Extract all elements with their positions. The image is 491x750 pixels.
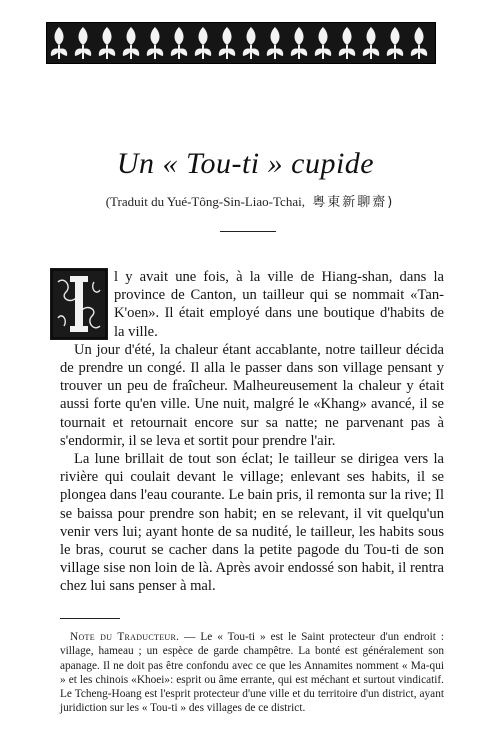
floral-ornament-icon — [47, 23, 435, 63]
story-title: Un « Tou-ti » cupide — [116, 147, 375, 180]
source-text: (Traduit du Yué-Tông-Sin-Liao-Tchai, — [105, 194, 305, 209]
story-body — [60, 268, 444, 596]
paragraph-1: l y avait une fois, à la ville de Hiang-shan, dans la province de Canton, un tailleur qui se nommait «Tan-K'oen». Il était employé dans une boutique d'habits de la ville. — [114, 269, 444, 340]
paragraph-2: Un jour d'été, la chaleur étant accablante, notre tailleur décida de prendre un congé. Il alla le passer dans son village pensant y trouver un peu de fraîcheur. Malheureusement la chaleur y était aussi forte qu'en ville. Une nuit, malgré le «Khang» avancé, il se tournait et retournait encore sur sa natte; ne parvenant pas à s'endormir, il se leva et sortit pour prendre l'air. — [60, 341, 444, 449]
translation-source — [60, 191, 440, 210]
footnote-divider — [60, 618, 120, 619]
translator-note — [60, 630, 444, 716]
paragraph-3: La lune brillait de tout son éclat; le tailleur se dirigea vers la rivière qui coulait devant le village; enlevant ses habits, il se plongea dans l'eau courante. Le bain pris, il remonta sur la rive; Il se baissa pour prendre son habit; en se relevant, il vit quelqu'un venir vers lui; ayant honte de sa nudité, le tailleur, les habits sous le bras, courut se cacher dans la petite pagode du Tou-ti de son village sise non loin de là. Après avoir endossé son habit, il rentra chez lui sans penser à mal. — [60, 451, 444, 595]
note-label: Note du Traducteur. — [70, 631, 180, 643]
source-chinese-title: 粵東新聊齋) — [312, 195, 395, 210]
title-divider — [220, 231, 276, 232]
ornamental-header-band — [46, 22, 436, 64]
note-text: — Le « Tou-ti » est le Saint protecteur d'un endroit : village, hameau ; un espèce de garde champêtre. La bonté est généralement son apanage. Il ne doit pas être confondu avec ce que les Annamites nomment « Ma-qui » et les chinois «Khoei»: esprit ou âme errante, qui est méchant et surtout vindicatif. Le Tcheng-Hoang est l'esprit protecteur d'une ville et du territoire d'un district, ayant juridiction sur les « Tou-ti » des villages de ce district. — [60, 631, 444, 715]
dropcap-ornament — [50, 268, 108, 340]
ornamental-letter-i-icon — [50, 268, 108, 340]
note-paragraph — [60, 630, 444, 716]
